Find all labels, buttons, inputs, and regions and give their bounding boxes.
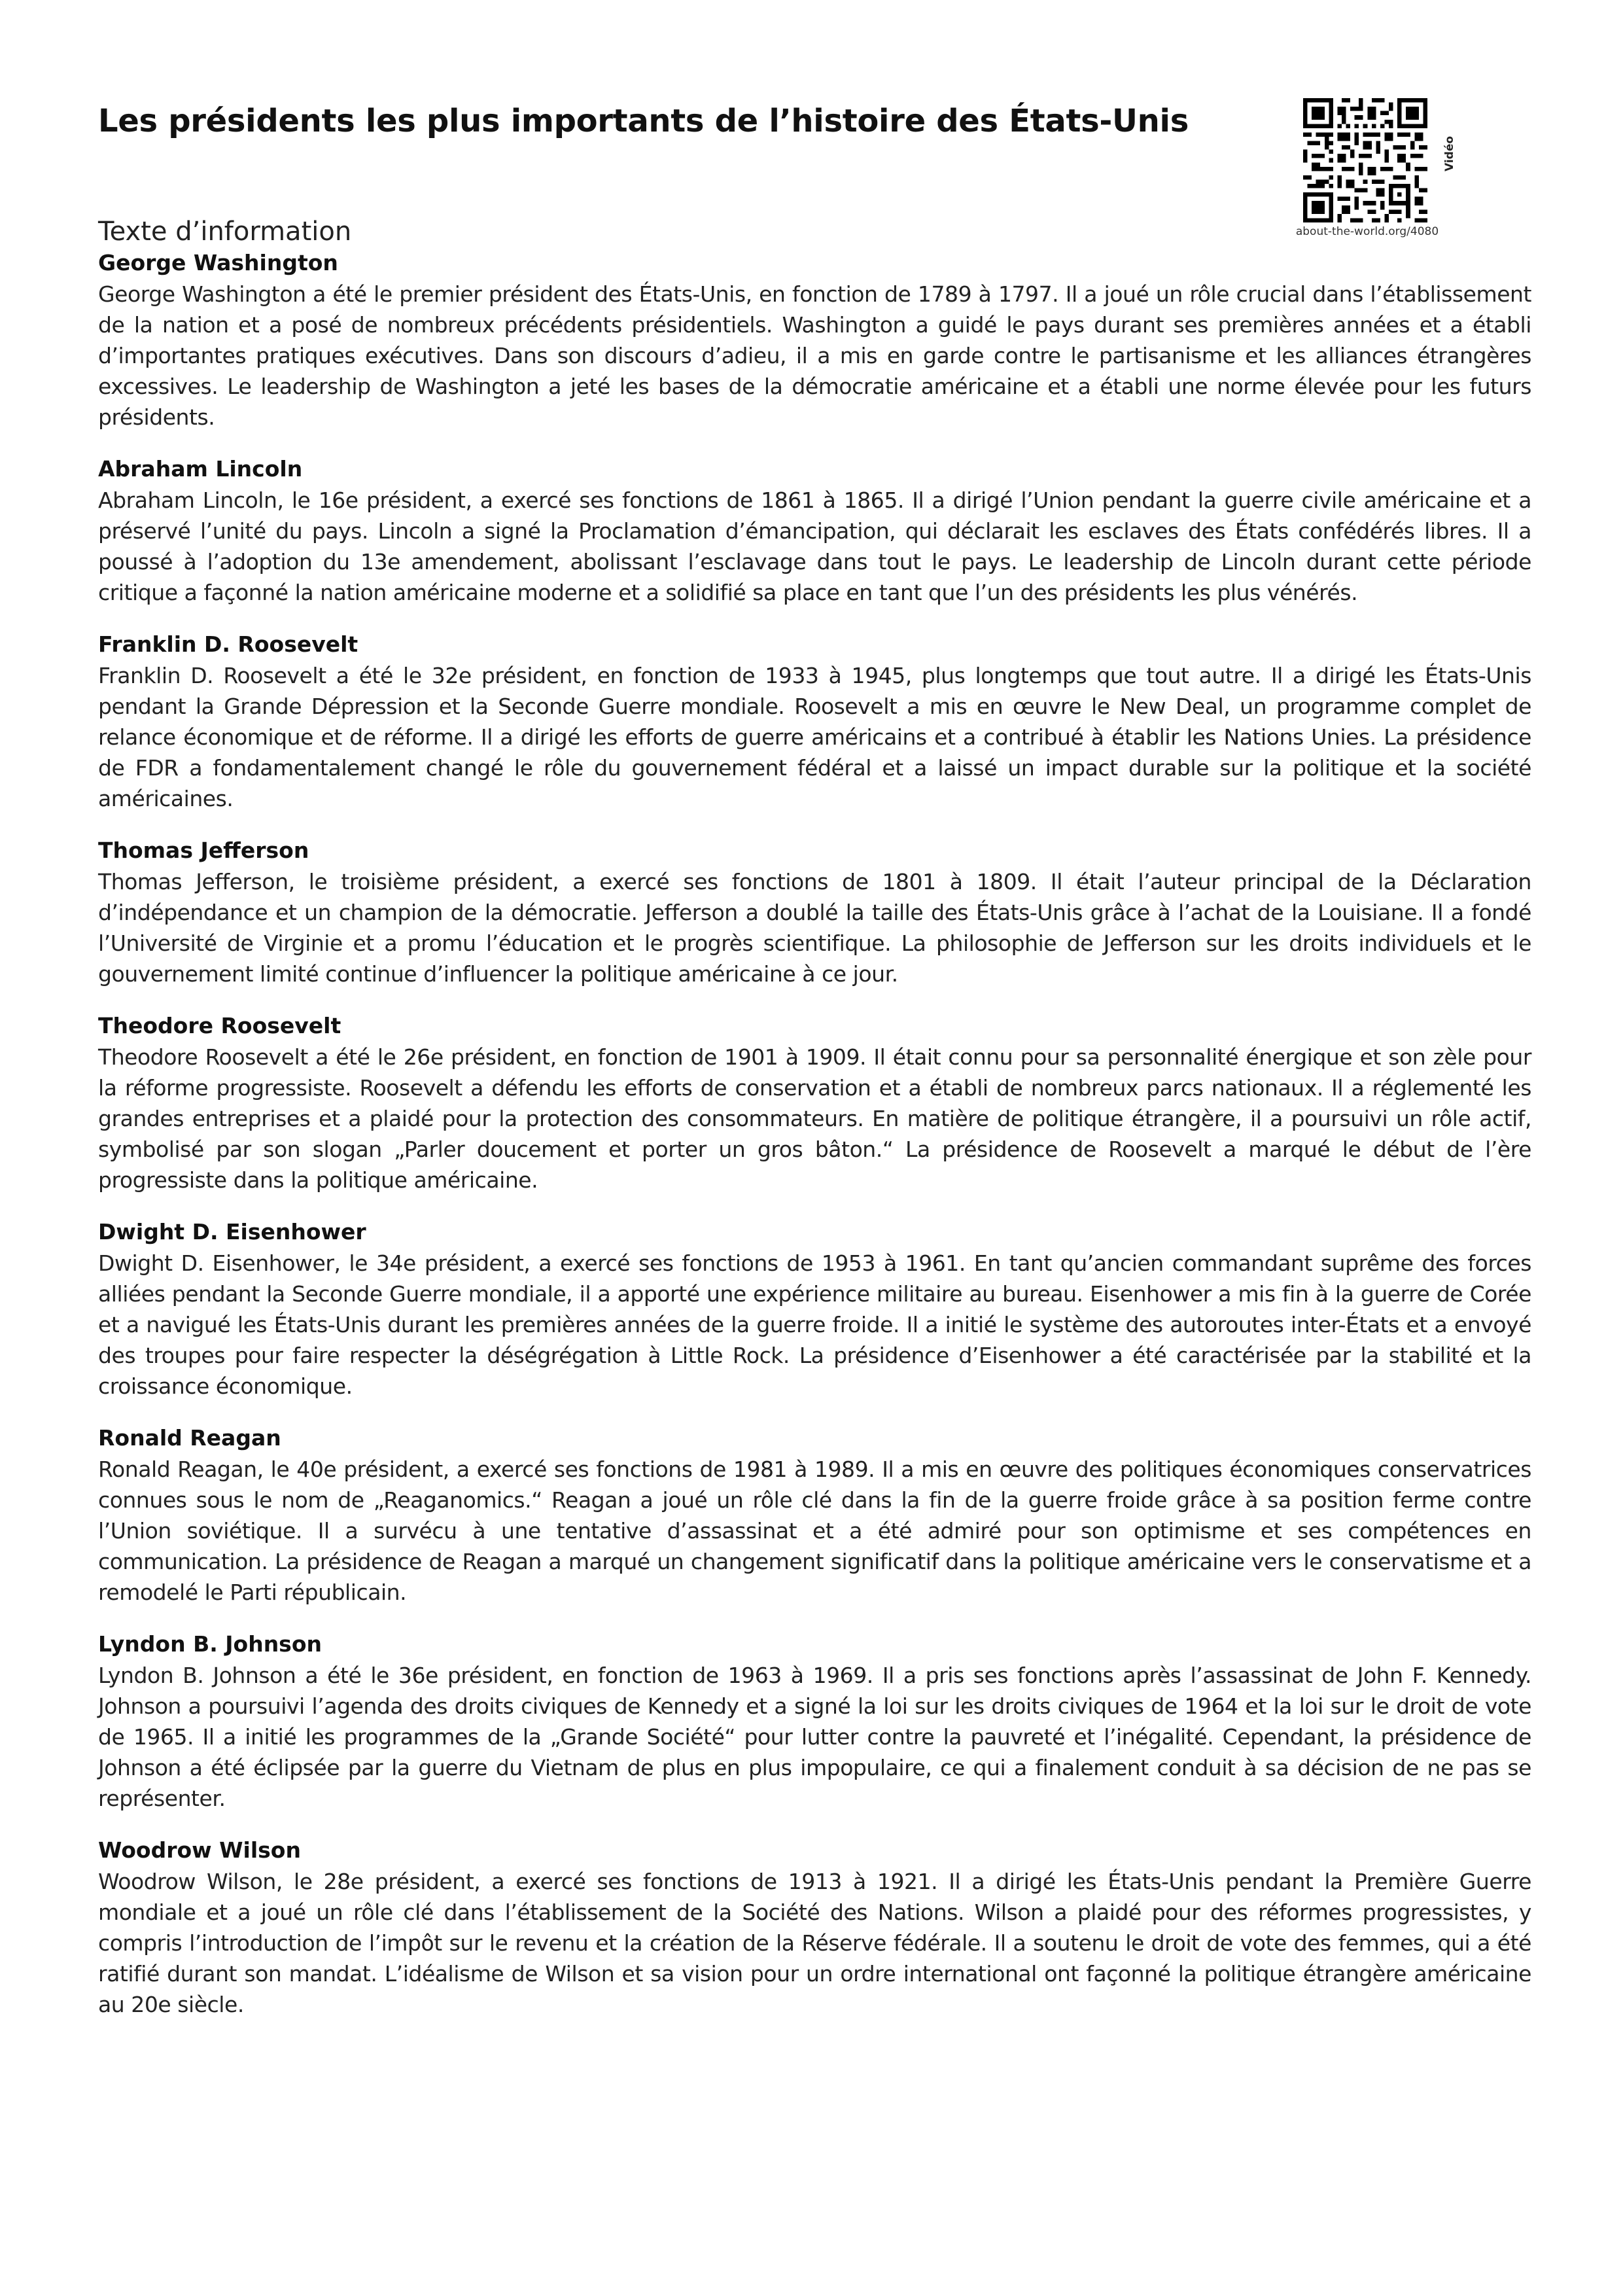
section-text: Franklin D. Roosevelt a été le 32e président, en fonction de 1933 à 1945, plus longtemps que tout autre. Il a dirigé les États-Unis pendant la Grande Dépression et la Seconde Guerre mondiale. Roosevelt a mis en œuvre le New Deal, un programme complet de relance économique et de réforme. Il a dirigé les efforts de guerre américains et a contribué à établir les Nations Unies. La présidence de FDR a fondamentalement changé le rôle du gouvernement fédéral et a laissé un impact durable sur la politique et la société américaines. [98, 663, 1531, 811]
section-washington [98, 247, 1531, 433]
section-text: Ronald Reagan, le 40e président, a exercé ses fonctions de 1981 à 1989. Il a mis en œuvre des politiques économiques conservatrices connues sous le nom de „Reaganomics.“ Reagan a joué un rôle clé dans la fin de la guerre froide grâce à sa position ferme contre l’Union soviétique. Il a survécu à une tentative d’assassinat et a été admiré pour son optimisme et ses compétences en communication. La présidence de Reagan a marqué un changement significatif dans la politique américaine vers le conservatisme et a remodelé le Parti républicain. [98, 1457, 1531, 1605]
document-subtitle: Texte d’information [98, 217, 352, 247]
section-heading: Lyndon B. Johnson [98, 1631, 322, 1657]
section-franklin-roosevelt [98, 629, 1531, 814]
section-heading: George Washington [98, 250, 338, 275]
section-text: Abraham Lincoln, le 16e président, a exercé ses fonctions de 1861 à 1865. Il a dirigé l’Union pendant la guerre civile américaine et a préservé l’unité du pays. Lincoln a signé la Proclamation d’émancipation, qui déclarait les esclaves des États confédérés libres. Il a poussé à l’adoption du 13e amendement, abolissant l’esclavage dans tout le pays. Le leadership de Lincoln durant cette période critique a façonné la nation américaine moderne et a solidifié sa place en tant que l’un des présidents les plus vénérés. [98, 487, 1531, 605]
section-theodore-roosevelt [98, 1010, 1531, 1195]
document-body [98, 247, 1531, 2041]
section-reagan [98, 1422, 1531, 1608]
video-label: Vidéo [1443, 135, 1456, 171]
qr-code-image[interactable] [1303, 98, 1427, 222]
section-heading: Thomas Jefferson [98, 838, 309, 863]
qr-code-block[interactable] [1282, 98, 1465, 249]
section-lincoln [98, 453, 1531, 608]
section-text: Lyndon B. Johnson a été le 36e président, en fonction de 1963 à 1969. Il a pris ses fonctions après l’assassinat de John F. Kennedy. Johnson a poursuivi l’agenda des droits civiques de Kennedy et a signé la loi sur les droits civiques de 1964 et la loi sur le droit de vote de 1965. Il a initié les programmes de la „Grande Société“ pour lutter contre la pauvreté et l’inégalité. Cependant, la présidence de Johnson a été éclipsée par la guerre du Vietnam de plus en plus impopulaire, ce qui a finalement conduit à sa décision de ne pas se représenter. [98, 1663, 1531, 1811]
section-heading: Abraham Lincoln [98, 456, 303, 482]
section-text: Thomas Jefferson, le troisième président, a exercé ses fonctions de 1801 à 1809. Il était l’auteur principal de la Déclaration d’indépendance et un champion de la démocratie. Jefferson a doublé la taille des États-Unis grâce à l’achat de la Louisiane. Il a fondé l’Université de Virginie et a promu l’éducation et le progrès scientifique. La philosophie de Jefferson sur les droits individuels et le gouvernement limité continue d’influencer la politique américaine à ce jour. [98, 869, 1531, 987]
section-johnson [98, 1629, 1531, 1814]
section-heading: Ronald Reagan [98, 1425, 281, 1451]
section-eisenhower [98, 1216, 1531, 1402]
qr-url[interactable]: about-the-world.org/4080 [1295, 225, 1439, 238]
section-heading: Dwight D. Eisenhower [98, 1219, 366, 1245]
section-heading: Franklin D. Roosevelt [98, 631, 358, 657]
section-jefferson [98, 835, 1531, 989]
page-title: Les présidents les plus importants de l’histoire des États-Unis [98, 103, 1189, 139]
section-text: Theodore Roosevelt a été le 26e président, en fonction de 1901 à 1909. Il était connu pour sa personnalité énergique et son zèle pour la réforme progressiste. Roosevelt a défendu les efforts de conservation et a établi de nombreux parcs nationaux. Il a réglementé les grandes entreprises et a plaidé pour la protection des consommateurs. En matière de politique étrangère, il a poursuivi un rôle actif, symbolisé par son slogan „Parler doucement et porter un gros bâton.“ La présidence de Roosevelt a marqué le début de l’ère progressiste dans la politique américaine. [98, 1044, 1531, 1193]
section-wilson [98, 1835, 1531, 2020]
section-heading: Theodore Roosevelt [98, 1013, 341, 1038]
section-text: George Washington a été le premier président des États-Unis, en fonction de 1789 à 1797. Il a joué un rôle crucial dans l’établissement de la nation et a posé de nombreux précédents présidentiels. Washington a guidé le pays durant ses premières années et a établi d’importantes pratiques exécutives. Dans son discours d’adieu, il a mis en garde contre le partisanisme et les alliances étrangères excessives. Le leadership de Washington a jeté les bases de la démocratie américaine et a établi une norme élevée pour les futurs présidents. [98, 281, 1531, 430]
section-heading: Woodrow Wilson [98, 1837, 301, 1863]
section-text: Woodrow Wilson, le 28e président, a exercé ses fonctions de 1913 à 1921. Il a dirigé les États-Unis pendant la Première Guerre mondiale et a joué un rôle clé dans l’établissement de la Société des Nations. Wilson a plaidé pour des réformes progressistes, y compris l’introduction de l’impôt sur le revenu et la création de la Réserve fédérale. Il a soutenu le droit de vote des femmes, qui a été ratifié durant son mandat. L’idéalisme de Wilson et sa vision pour un ordre international ont façonné la politique étrangère américaine au 20e siècle. [98, 1869, 1531, 2017]
section-text: Dwight D. Eisenhower, le 34e président, a exercé ses fonctions de 1953 à 1961. En tant qu’ancien commandant suprême des forces alliées pendant la Seconde Guerre mondiale, il a apporté une expérience militaire au bureau. Eisenhower a mis fin à la guerre de Corée et a navigué les États-Unis durant les premières années de la guerre froide. Il a initié le système des autoroutes inter-États et a envoyé des troupes pour faire respecter la déségrégation à Little Rock. La présidence d’Eisenhower a été caractérisée par la stabilité et la croissance économique. [98, 1250, 1531, 1399]
